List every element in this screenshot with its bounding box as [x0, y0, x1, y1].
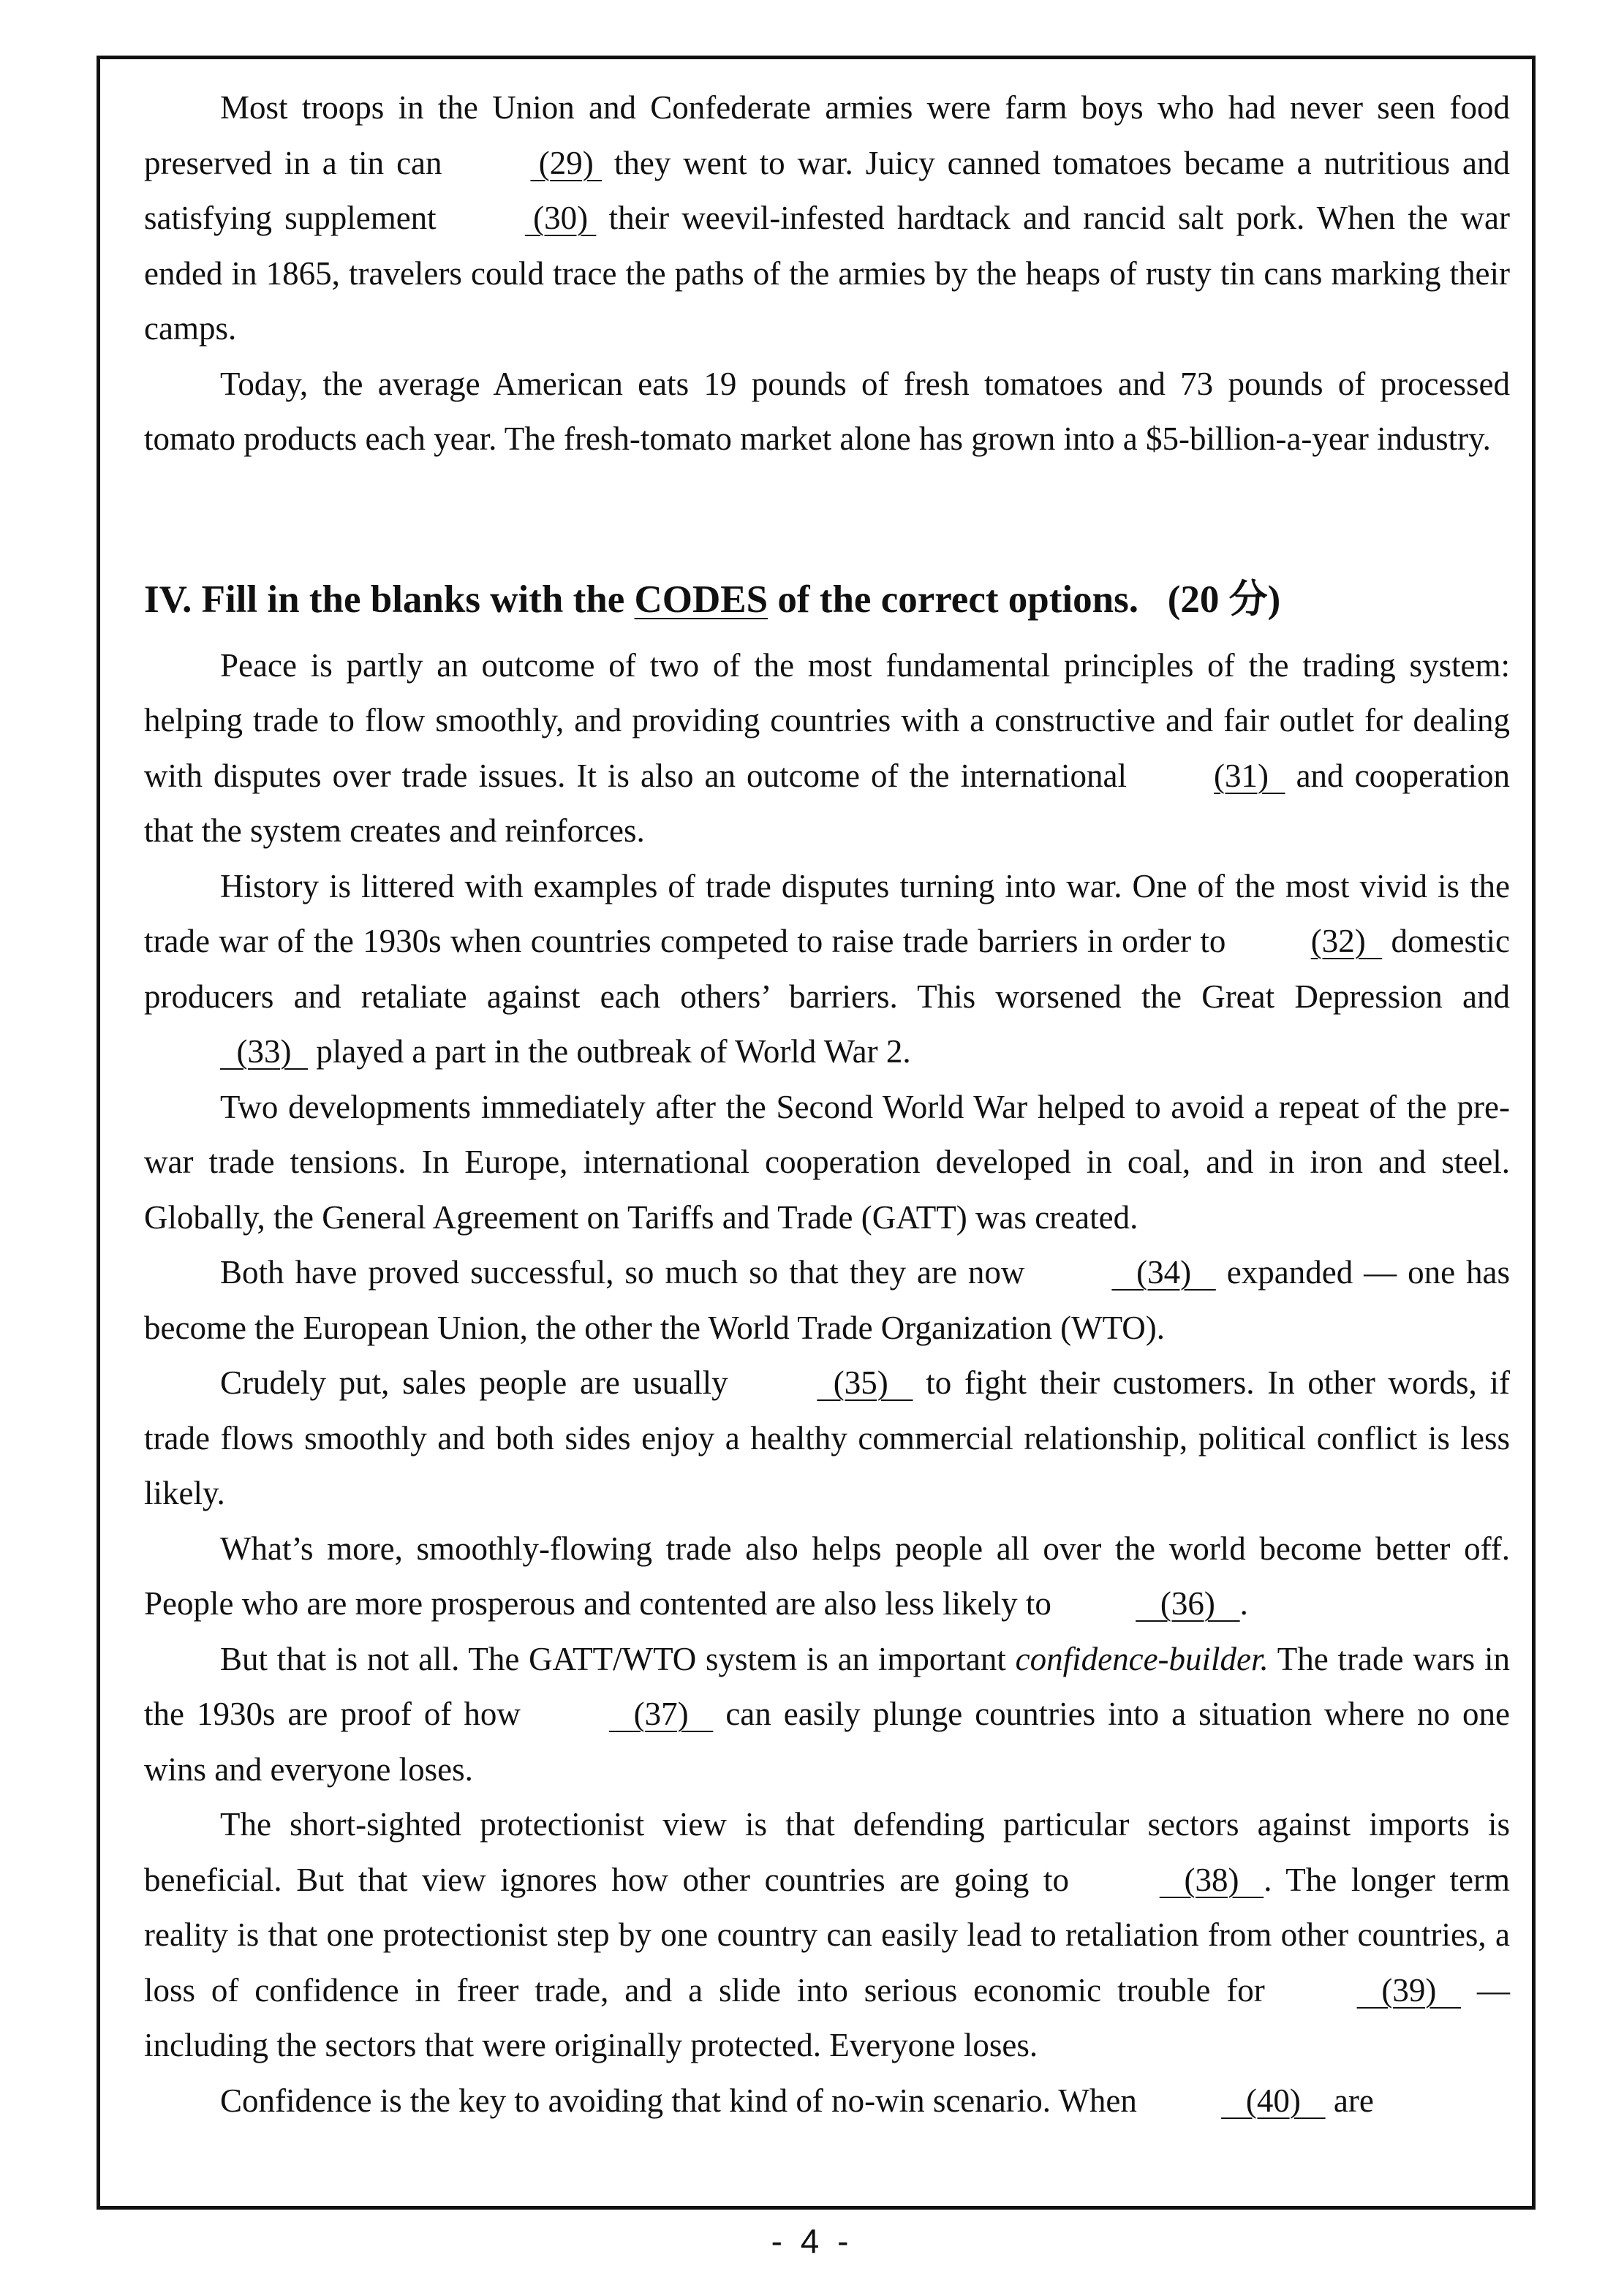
text: Both have proved successful, so much so that they are now: [220, 1254, 1036, 1291]
page-number: - 4 -: [771, 2222, 853, 2260]
blank-36[interactable]: (36): [1136, 1585, 1240, 1622]
paragraph-protectionist-view: [144, 1797, 1510, 2074]
paragraph-sales-people: [144, 1356, 1510, 1522]
text: But that is not all. The GATT/WTO system is an important: [220, 1640, 1016, 1677]
text-italic: confidence-builder.: [1015, 1640, 1269, 1677]
text: . The longer term reality is that one protectionist step by one country can easily lead to retaliation from other countries, a loss of confidence in freer trade, and a slide into serious economic trouble for: [144, 1861, 1510, 2009]
paragraph-post-war-developments: [144, 1080, 1510, 1246]
paragraph-history-trade-war: [144, 859, 1510, 1080]
text: Most troops in the Union and Confederate armies were farm boys who had never seen food preserved in a tin can: [144, 89, 1510, 181]
blank-37[interactable]: (37): [608, 1696, 714, 1732]
paragraph-prosperity: [144, 1522, 1510, 1632]
text: to fight their customers. In other words, if trade flows smoothly and both sides enjoy a healthy commercial relationship, political conflict is less likely.: [144, 1364, 1510, 1511]
heading-points: (20 分): [1167, 578, 1281, 621]
text: and cooperation that the system creates and reinforces.: [144, 757, 1511, 849]
blank-29[interactable]: (29): [530, 144, 602, 181]
heading-codes: CODES: [634, 578, 768, 621]
blank-30[interactable]: (30): [524, 200, 597, 236]
blank-34[interactable]: (34): [1111, 1254, 1216, 1291]
text: expanded — one has become the European Union, the other the World Trade Organization (WTO).: [144, 1254, 1510, 1346]
blank-40[interactable]: (40): [1221, 2082, 1326, 2119]
page-content: [144, 59, 1510, 2128]
blank-31[interactable]: (31): [1214, 757, 1285, 794]
paragraph-peace-outcome: [144, 638, 1510, 859]
text: What’s more, smoothly-flowing trade also helps people all over the world become better off. People who are more prosperous and contented are also less likely to: [144, 1530, 1510, 1622]
heading-suffix: of the correct options.: [768, 578, 1138, 621]
paragraph-tomato-consumption: [144, 357, 1510, 467]
text: Peace is partly an outcome of two of the most fundamental principles of the trading system: helping trade to flow smoothly, and providing countries with a constructive and fair outlet for dealing with disputes over trade issues. It is also an outcome of the international: [144, 646, 1510, 794]
text: Two developments immediately after the Second World War helped to avoid a repeat of the pre-war trade tensions. In Europe, international cooperation developed in coal, and in iron and steel. Globally, the General Agreement on Tariffs and Trade (GATT) was created.: [144, 1088, 1510, 1236]
blank-35[interactable]: (35): [817, 1364, 913, 1401]
text: History is littered with examples of trade disputes turning into war. One of the most vivid is the trade war of the 1930s when countries competed to raise trade barriers in order to: [144, 867, 1510, 959]
paragraph-civil-war-cans: [144, 80, 1510, 357]
paragraph-confidence-builder: [144, 1632, 1510, 1798]
paragraph-confidence-key: [144, 2074, 1510, 2129]
text: Today, the average American eats 19 pounds of fresh tomatoes and 73 pounds of processed tomato products each year. The fresh-tomato market alone has grown into a $5-billion-a-year industry.: [144, 365, 1510, 457]
text: Confidence is the key to avoiding that kind of no-win scenario. When: [220, 2082, 1146, 2119]
blank-38[interactable]: (38): [1159, 1861, 1264, 1898]
heading-prefix: IV. Fill in the blanks with the: [144, 578, 635, 621]
text: can easily plunge countries into a situation where no one wins and everyone loses.: [144, 1696, 1510, 1788]
text: Crudely put, sales people are usually: [220, 1364, 741, 1401]
text: they went to war. Juicy canned tomatoes became a nutritious and satisfying supplement: [144, 144, 1510, 236]
text: The short-sighted protectionist view is that defending particular sectors against imports is beneficial. But that view ignores how other countries are going to: [144, 1806, 1510, 1898]
text: played a part in the outbreak of World War 2.: [307, 1033, 911, 1070]
blank-32[interactable]: (32): [1310, 923, 1383, 959]
section-iv-heading: [144, 574, 1510, 625]
blank-33[interactable]: (33): [220, 1033, 308, 1070]
text: are: [1325, 2082, 1374, 2119]
text: The trade wars in the 1930s are proof of how: [144, 1640, 1510, 1732]
blank-39[interactable]: (39): [1356, 1971, 1462, 2009]
text: their weevil-infested hardtack and rancid salt pork. When the war ended in 1865, travelers could trace the paths of the armies by the heaps of rusty tin cans marking their camps.: [144, 200, 1510, 347]
paragraph-both-successful: [144, 1245, 1510, 1356]
text: .: [1239, 1585, 1248, 1622]
page-frame: [97, 56, 1536, 2210]
text: — including the sectors that were originally protected. Everyone loses.: [144, 1971, 1510, 2063]
text: domestic producers and retaliate against each others’ barriers. This worsened the Great Depression and: [144, 923, 1510, 1015]
